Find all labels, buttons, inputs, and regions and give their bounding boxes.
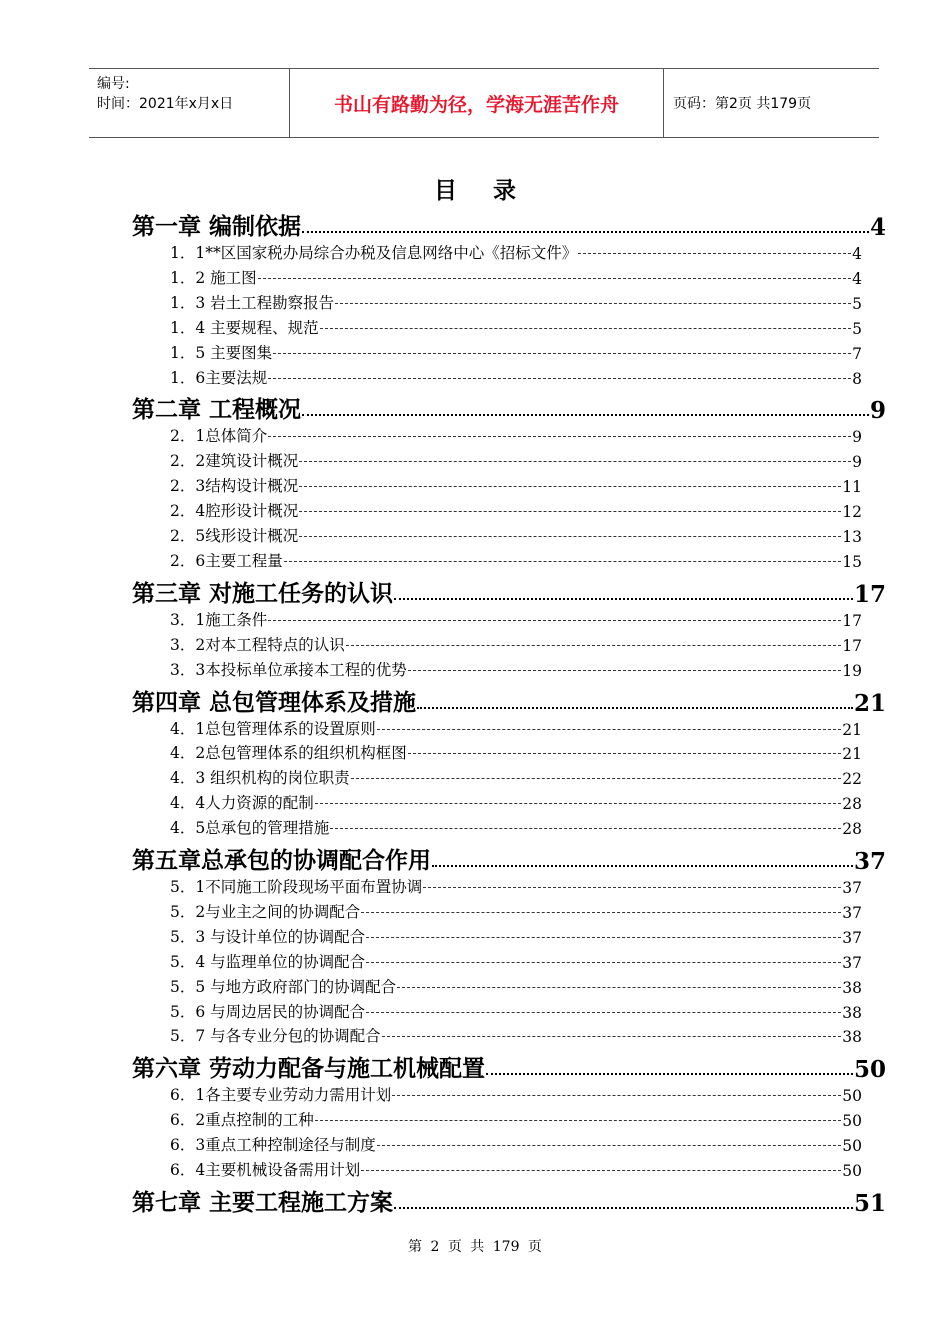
toc-section[interactable] bbox=[170, 1081, 862, 1105]
toc-page-number: 21 bbox=[842, 720, 862, 739]
toc-entry-label: 3．2对本工程特点的认识 bbox=[170, 635, 345, 654]
toc-leader bbox=[268, 378, 851, 379]
toc-page-number: 9 bbox=[852, 453, 862, 472]
toc-entry-label: 1．3 岩土工程勘察报告 bbox=[170, 293, 335, 312]
toc-leader bbox=[397, 987, 841, 988]
toc-entry-label: 5．1不同施工阶段现场平面布置协调 bbox=[170, 878, 423, 896]
page-title: 目录 bbox=[434, 178, 552, 204]
toc-leader bbox=[273, 353, 851, 354]
toc-page-number: 37 bbox=[842, 903, 862, 922]
toc-page-number: 22 bbox=[842, 770, 862, 789]
toc-page-number: 28 bbox=[842, 820, 862, 839]
toc-entry-label: 5．4 与监理单位的协调配合 bbox=[170, 952, 366, 971]
page-footer: 第 2 页 共 179 页 bbox=[408, 1239, 542, 1255]
toc-leader bbox=[346, 645, 842, 646]
toc-section[interactable] bbox=[170, 447, 862, 471]
toc-page-number: 12 bbox=[842, 503, 862, 522]
toc-entry-label: 4．5总承包的管理措施 bbox=[170, 819, 330, 838]
toc-entry-label: 2．5线形设计概况 bbox=[170, 527, 299, 545]
toc-section[interactable] bbox=[170, 948, 862, 972]
toc-entry-label: 3．3本投标单位承接本工程的优势 bbox=[170, 660, 407, 679]
toc-section[interactable] bbox=[170, 606, 862, 630]
toc-page-number: 4 bbox=[852, 245, 862, 263]
toc-entry-label: 5．5 与地方政府部门的协调配合 bbox=[170, 977, 397, 996]
toc-leader bbox=[417, 707, 853, 709]
toc-page-number: 4 bbox=[852, 269, 862, 288]
header-table bbox=[89, 68, 879, 138]
toc-page-number: 50 bbox=[842, 1137, 862, 1156]
toc-entry-label: 2．1总体简介 bbox=[170, 427, 268, 446]
toc-entry-label: 2．6主要工程量 bbox=[170, 551, 283, 570]
toc-chapter[interactable] bbox=[132, 574, 886, 608]
toc-entry-label: 第三章 对施工任务的认识 bbox=[132, 580, 394, 607]
toc-entry-label: 3．1施工条件 bbox=[170, 610, 268, 629]
toc-section[interactable] bbox=[170, 1156, 862, 1180]
toc-leader bbox=[258, 278, 851, 279]
toc-section[interactable] bbox=[170, 814, 862, 838]
toc-leader bbox=[361, 912, 841, 913]
toc-page-number: 5 bbox=[852, 294, 862, 313]
toc-section[interactable] bbox=[170, 764, 862, 788]
toc-leader bbox=[366, 962, 841, 963]
toc-leader bbox=[408, 753, 842, 754]
toc-entry-label: 4．1总包管理体系的设置原则 bbox=[170, 719, 376, 738]
toc-page-number: 37 bbox=[842, 879, 862, 897]
toc-page-number: 17 bbox=[853, 580, 886, 608]
toc-entry-label: 6．4主要机械设备需用计划 bbox=[170, 1161, 361, 1179]
toc-section[interactable] bbox=[170, 1106, 862, 1130]
toc-leader bbox=[578, 253, 851, 254]
toc-page-number: 50 bbox=[842, 1162, 862, 1180]
toc-page-number: 19 bbox=[842, 661, 862, 680]
toc-entry-label: 5．2与业主之间的协调配合 bbox=[170, 902, 361, 921]
toc-page-number: 51 bbox=[853, 1189, 886, 1217]
toc-leader bbox=[486, 1073, 853, 1075]
time-label: 时间：2021年x月x日 bbox=[97, 96, 234, 112]
toc-section[interactable] bbox=[170, 422, 862, 446]
toc-leader bbox=[268, 436, 851, 437]
toc-page-number: 28 bbox=[842, 795, 862, 814]
toc-entry-label: 第五章总承包的协调配合作用 bbox=[132, 848, 431, 874]
toc-leader bbox=[299, 536, 841, 537]
toc-leader bbox=[302, 414, 869, 416]
toc-page-number: 13 bbox=[842, 528, 862, 546]
toc-leader bbox=[302, 231, 869, 233]
toc-page-number: 5 bbox=[852, 319, 862, 338]
toc-section[interactable] bbox=[170, 1022, 862, 1046]
toc-leader bbox=[394, 1207, 853, 1209]
toc-section[interactable] bbox=[170, 239, 862, 263]
toc-section[interactable] bbox=[170, 923, 862, 947]
toc-page-number: 21 bbox=[842, 745, 862, 764]
toc-chapter[interactable] bbox=[132, 390, 886, 424]
toc-page-number: 17 bbox=[842, 636, 862, 655]
header-info-cell bbox=[89, 69, 290, 137]
toc-entry-label: 5．7 与各专业分包的协调配合 bbox=[170, 1027, 381, 1046]
toc-chapter[interactable] bbox=[132, 683, 886, 717]
toc-leader bbox=[320, 328, 851, 329]
toc-section[interactable] bbox=[170, 472, 862, 496]
toc-page-number: 11 bbox=[842, 478, 862, 497]
toc-page-number: 50 bbox=[853, 1056, 886, 1084]
toc-entry-label: 2．4腔形设计概况 bbox=[170, 502, 299, 521]
toc-section[interactable] bbox=[170, 998, 862, 1022]
toc-leader bbox=[330, 828, 841, 829]
toc-leader bbox=[392, 1095, 841, 1096]
toc-page-number: 7 bbox=[852, 344, 862, 363]
toc-leader bbox=[351, 778, 842, 779]
toc-entry-label: 第六章 劳动力配备与施工机械配置 bbox=[132, 1056, 486, 1083]
toc-page-number: 8 bbox=[852, 369, 862, 388]
toc-page-number: 15 bbox=[842, 552, 862, 571]
toc-leader bbox=[366, 937, 841, 938]
toc-section[interactable] bbox=[170, 789, 862, 813]
toc-page-number: 38 bbox=[842, 1003, 862, 1022]
toc-leader bbox=[408, 670, 842, 671]
toc-section[interactable] bbox=[170, 264, 862, 288]
toc-section[interactable] bbox=[170, 873, 862, 897]
toc-page-number: 4 bbox=[869, 214, 886, 241]
toc-section[interactable] bbox=[170, 739, 862, 763]
toc-entry-label: 1．1**区国家税办局综合办税及信息网络中心《招标文件》 bbox=[170, 244, 578, 262]
toc-leader bbox=[284, 561, 842, 562]
toc-section[interactable] bbox=[170, 715, 862, 739]
toc-entry-label: 第二章 工程概况 bbox=[132, 397, 302, 424]
toc-entry-label: 6．3重点工种控制途径与制度 bbox=[170, 1136, 376, 1155]
toc-section[interactable] bbox=[170, 289, 862, 313]
toc-leader bbox=[299, 461, 851, 462]
toc-entry-label: 6．1各主要专业劳动力需用计划 bbox=[170, 1086, 392, 1105]
toc-section[interactable] bbox=[170, 339, 862, 363]
toc-section[interactable] bbox=[170, 522, 862, 546]
toc-entry-label: 第四章 总包管理体系及措施 bbox=[132, 689, 417, 716]
toc-entry-label: 5．6 与周边居民的协调配合 bbox=[170, 1002, 366, 1021]
toc-chapter[interactable] bbox=[132, 841, 886, 875]
toc-section[interactable] bbox=[170, 973, 862, 997]
toc-entry-label: 4．4人力资源的配制 bbox=[170, 794, 314, 813]
toc-page-number: 17 bbox=[842, 611, 862, 630]
toc-entry-label: 5．3 与设计单位的协调配合 bbox=[170, 927, 366, 946]
motto: 书山有路勤为径，学海无涯苦作舟 bbox=[290, 69, 664, 137]
toc-leader bbox=[299, 511, 841, 512]
toc-leader bbox=[335, 303, 851, 304]
toc-leader bbox=[268, 620, 841, 621]
toc-section[interactable] bbox=[170, 656, 862, 680]
toc-page-number: 38 bbox=[842, 1028, 862, 1047]
toc-entry-label: 第七章 主要工程施工方案 bbox=[132, 1189, 394, 1216]
toc-leader bbox=[377, 1145, 842, 1146]
toc-page-number: 38 bbox=[842, 978, 862, 997]
toc-chapter[interactable] bbox=[132, 1049, 886, 1083]
toc-page-number: 37 bbox=[842, 928, 862, 947]
toc-section[interactable] bbox=[170, 898, 862, 922]
toc-leader bbox=[315, 803, 842, 804]
toc-section[interactable] bbox=[170, 1131, 862, 1155]
toc-leader bbox=[299, 486, 841, 487]
toc-entry-label: 4．2总包管理体系的组织机构框图 bbox=[170, 744, 407, 763]
toc-page-number: 21 bbox=[853, 689, 886, 717]
toc-page-number: 9 bbox=[869, 397, 886, 425]
toc-entry-label: 1．6主要法规 bbox=[170, 368, 268, 387]
toc-page-number: 9 bbox=[852, 428, 862, 447]
toc-entry-label: 2．3结构设计概况 bbox=[170, 477, 299, 496]
toc-entry-label: 2．2建筑设计概况 bbox=[170, 452, 299, 471]
toc-leader bbox=[394, 598, 853, 600]
toc-entry-label: 1．4 主要规程、规范 bbox=[170, 318, 319, 337]
toc-leader bbox=[361, 1170, 841, 1171]
toc-section[interactable] bbox=[170, 364, 862, 388]
number-label: 编号: bbox=[97, 76, 130, 92]
toc-chapter[interactable] bbox=[132, 1183, 886, 1217]
toc-page-number: 37 bbox=[842, 953, 862, 972]
page-label: 页码：第2页 共179页 bbox=[673, 96, 812, 112]
toc-leader bbox=[382, 1036, 842, 1037]
toc-section[interactable] bbox=[170, 547, 862, 571]
toc-chapter[interactable] bbox=[132, 207, 886, 241]
toc-section[interactable] bbox=[170, 314, 862, 338]
toc-entry-label: 4．3 组织机构的岗位职责 bbox=[170, 769, 350, 788]
toc-entry-label: 1．5 主要图集 bbox=[170, 343, 273, 362]
toc-leader bbox=[315, 1120, 842, 1121]
toc-section[interactable] bbox=[170, 631, 862, 655]
toc-leader bbox=[366, 1012, 841, 1013]
toc-entry-label: 6．2重点控制的工种 bbox=[170, 1111, 314, 1130]
toc-leader bbox=[423, 887, 841, 888]
toc-leader bbox=[377, 729, 842, 730]
toc-page-number: 50 bbox=[842, 1087, 862, 1106]
toc-entry-label: 第一章 编制依据 bbox=[132, 214, 302, 240]
toc-page-number: 50 bbox=[842, 1112, 862, 1131]
toc-page-number: 37 bbox=[853, 848, 886, 875]
toc-leader bbox=[432, 865, 853, 867]
toc-section[interactable] bbox=[170, 497, 862, 521]
toc-entry-label: 1．2 施工图 bbox=[170, 268, 257, 287]
